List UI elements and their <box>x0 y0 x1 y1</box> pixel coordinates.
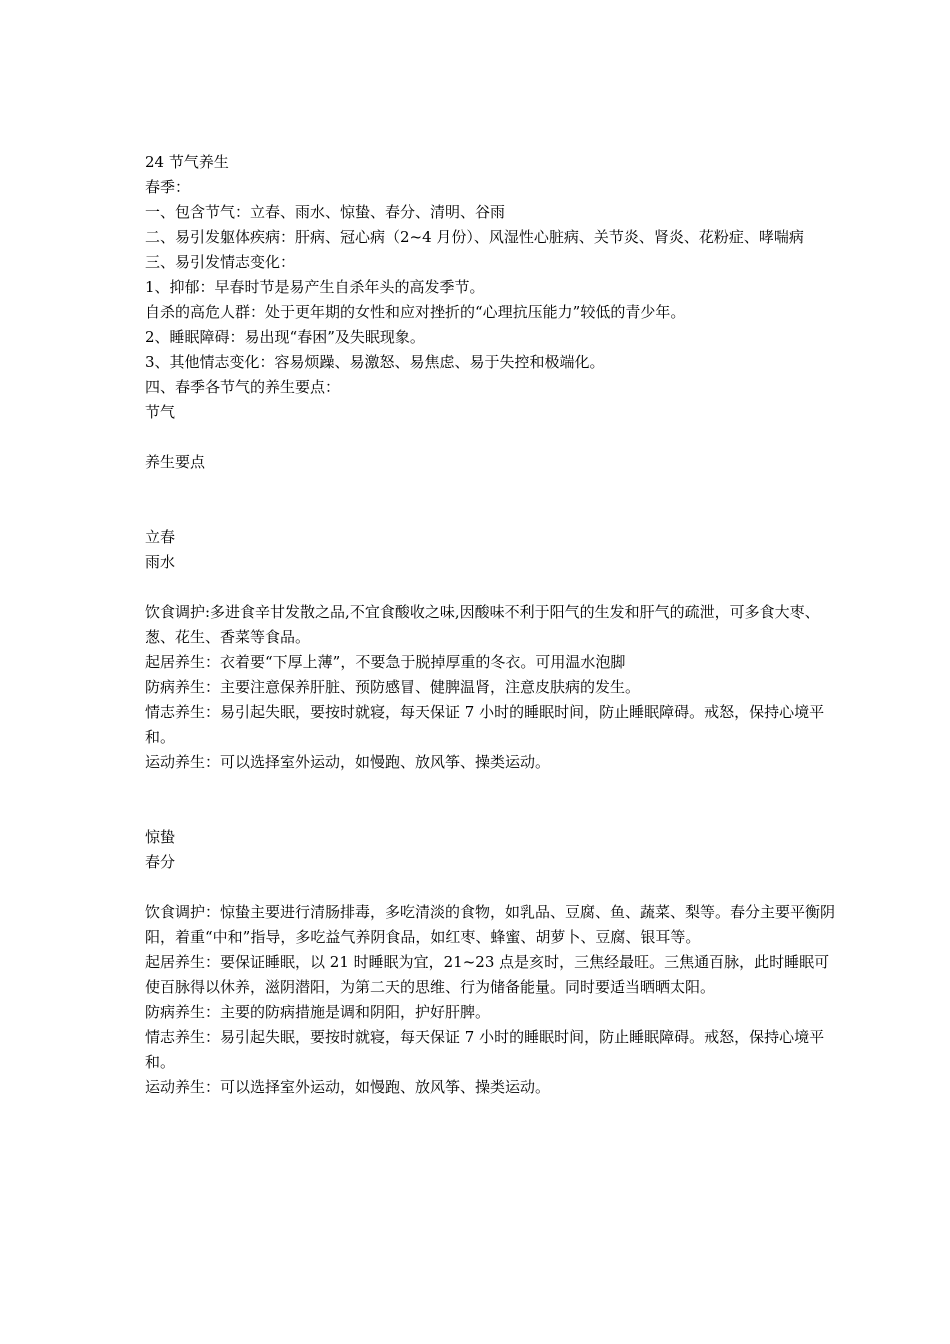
document-body <box>145 150 835 1100</box>
section-health-points: 四、春季各节气的养生要点： <box>145 378 341 396</box>
prevention-advice: 防病养生：主要注意保养肝脏、预防感冒、健脾温肾，注意皮肤病的发生。 <box>145 678 641 696</box>
term-group-1 <box>145 525 835 775</box>
column-label-solar-term: 节气 <box>145 403 176 421</box>
term-name: 雨水 <box>145 553 176 571</box>
section-emotional-changes: 三、易引发情志变化： <box>145 253 296 271</box>
term-name: 惊蛰 <box>145 828 176 846</box>
term-name: 春分 <box>145 853 176 871</box>
item-sleep-disorder: 2、睡眠障碍：易出现“春困”及失眠现象。 <box>145 328 425 346</box>
exercise-advice: 运动养生：可以选择室外运动，如慢跑、放风筝、操类运动。 <box>145 753 551 771</box>
prevention-advice: 防病养生：主要的防病措施是调和阴阳，护好肝脾。 <box>145 1003 491 1021</box>
document-title: 24 节气养生 <box>145 153 229 171</box>
item-depression: 1、抑郁：早春时节是易产生自杀年头的高发季节。 <box>145 278 485 296</box>
section-physical-diseases: 二、易引发躯体疾病：肝病、冠心病（2~4 月份）、风湿性心脏病、关节炎、肾炎、花粉症、哮喘病 <box>145 228 804 246</box>
item-other-emotions: 3、其他情志变化：容易烦躁、易激怒、易焦虑、易于失控和极端化。 <box>145 353 605 371</box>
season-heading: 春季： <box>145 178 191 196</box>
column-label-health-points: 养生要点 <box>145 453 206 471</box>
item-high-risk-group: 自杀的高危人群：处于更年期的女性和应对挫折的“心理抗压能力”较低的青少年。 <box>145 303 686 321</box>
diet-advice: 饮食调护:多进食辛甘发散之品,不宜食酸收之味,因酸味不利于阳气的生发和肝气的疏泄，可多食大枣、葱、花生、香菜等食品。 <box>145 603 820 646</box>
diet-advice: 饮食调护：惊蛰主要进行清肠排毒，多吃清淡的食物，如乳品、豆腐、鱼、蔬菜、梨等。春分主要平衡阴阳，着重“中和”指导，多吃益气养阴食品，如红枣、蜂蜜、胡萝卜、豆腐、银耳等。 <box>145 903 836 946</box>
living-advice: 起居养生：要保证睡眠，以 21 时睡眠为宜，21~23 点是亥时，三焦经最旺。三焦通百脉，此时睡眠可使百脉得以休养，滋阴潜阳，为第二天的思维、行为储备能量。同时要适当晒晒太阳。 <box>145 953 830 996</box>
living-advice: 起居养生：衣着要“下厚上薄”，不要急于脱掉厚重的冬衣。可用温水泡脚 <box>145 653 626 671</box>
term-group-2 <box>145 825 835 1100</box>
section-included-terms: 一、包含节气：立春、雨水、惊蛰、春分、清明、谷雨 <box>145 203 506 221</box>
exercise-advice: 运动养生：可以选择室外运动，如慢跑、放风筝、操类运动。 <box>145 1078 551 1096</box>
emotion-advice: 情志养生：易引起失眠，要按时就寝，每天保证 7 小时的睡眠时间，防止睡眠障碍。戒怒，保持心境平和。 <box>145 703 825 746</box>
emotion-advice: 情志养生：易引起失眠，要按时就寝，每天保证 7 小时的睡眠时间，防止睡眠障碍。戒怒，保持心境平和。 <box>145 1028 825 1071</box>
term-name: 立春 <box>145 528 176 546</box>
